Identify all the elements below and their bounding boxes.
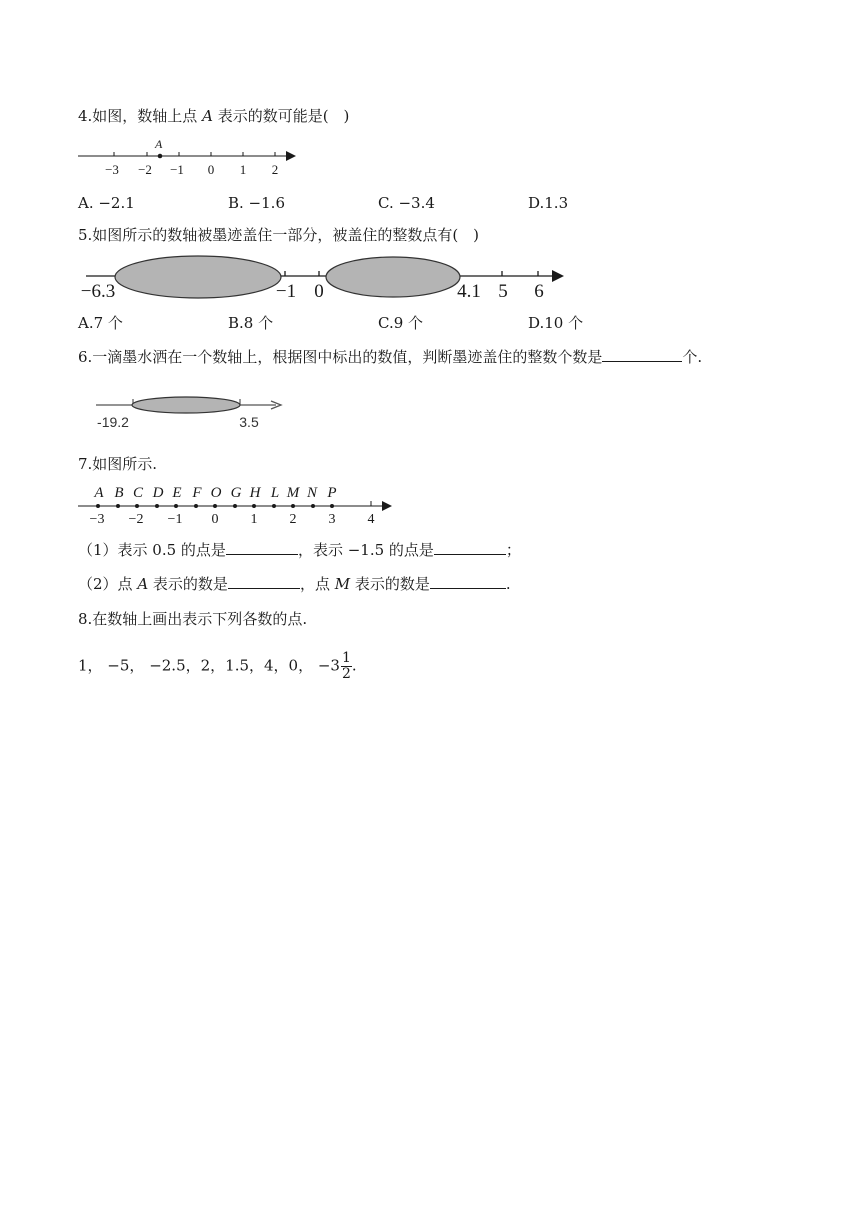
q4-option-b[interactable]: B. −1.6 <box>228 194 285 212</box>
q4-option-a[interactable]: A. −2.1 <box>78 194 135 212</box>
q7-point-label: L <box>270 485 280 501</box>
q6-axis-label: 3.5 <box>239 414 259 430</box>
q7-tick-label: −1 <box>167 512 183 527</box>
q7-point-c <box>135 504 139 508</box>
q5-option-b[interactable]: B.8 个 <box>228 314 274 332</box>
q7-part2-text-4: 表示的数是 <box>350 575 430 593</box>
q5-stem: 5.如图所示的数轴被墨迹盖住一部分，被盖住的整数点有( ) <box>78 226 480 244</box>
q6-number-line <box>96 397 281 430</box>
q4-tick-label: 0 <box>207 162 215 177</box>
q4-option-c[interactable]: C. −3.4 <box>378 194 435 212</box>
q4-stem-text: 4.如图，数轴上点 <box>78 107 203 125</box>
q8-stem: 8.在数轴上画出表示下列各数的点. <box>78 610 308 628</box>
q7-part2-point-m: M <box>334 575 351 593</box>
q4-point-label: A <box>155 137 163 151</box>
q7-point-label: F <box>192 485 202 501</box>
q7-stem: 7.如图所示. <box>78 455 158 473</box>
q5-axis-label: 4.1 <box>457 281 481 302</box>
q7-point-m <box>291 504 295 508</box>
q7-point-d <box>155 504 159 508</box>
q5-option-a[interactable]: A.7 个 <box>78 314 123 332</box>
q6-stem-end: 个. <box>682 348 703 366</box>
q5-axis-arrow <box>552 270 564 282</box>
q7-tick-label: 1 <box>250 512 258 527</box>
q7-blank-2[interactable] <box>434 540 506 555</box>
q7-point-b <box>116 504 120 508</box>
q7-part2-point-a: A <box>137 575 149 593</box>
q5-axis-label: 0 <box>314 281 324 302</box>
q6-ink-blot <box>132 397 240 413</box>
q8-numbers <box>78 651 357 682</box>
q7-part1-text: （1）表示 0.5 的点是 <box>78 541 226 559</box>
q7-point-label: M <box>286 485 300 501</box>
q4-point-a <box>158 154 163 159</box>
q5-axis-label: 5 <box>498 281 508 302</box>
q5-ink-blot-left <box>115 256 281 298</box>
q5-ink-blot-right <box>326 257 460 297</box>
q7-part2-end: . <box>505 575 511 593</box>
q7-blank-1[interactable] <box>226 540 298 555</box>
q5-option-d[interactable]: D.10 个 <box>528 314 584 332</box>
q7-part1-end: ； <box>505 541 521 559</box>
q8-end: . <box>351 656 357 675</box>
q7-point-p <box>330 504 334 508</box>
q7-point-g <box>233 504 237 508</box>
q6-stem <box>78 347 702 367</box>
q7-point-label: C <box>132 485 144 501</box>
q4-tick-label: 2 <box>271 162 279 177</box>
q7-tick-label: −3 <box>89 512 105 527</box>
q7-part1-text-2: ，表示 −1.5 的点是 <box>297 541 434 559</box>
q7-point-label: N <box>306 485 318 501</box>
q7-point-label: G <box>230 485 242 501</box>
q7-point-label: D <box>152 485 164 501</box>
q7-blank-3[interactable] <box>228 574 300 589</box>
q4-tick-label: −2 <box>138 162 152 177</box>
q7-point-e <box>174 504 178 508</box>
q6-stem-text: 6.一滴墨水洒在一个数轴上，根据图中标出的数值，判断墨迹盖住的整数个数是 <box>78 348 603 366</box>
q4-tick-label: −1 <box>170 162 184 177</box>
q4-axis-arrow <box>286 151 296 161</box>
q7-part1 <box>78 540 521 560</box>
q7-point-label: H <box>249 485 261 501</box>
q4-point-name: A <box>202 107 213 125</box>
q8-fraction-denominator: 2 <box>341 666 351 682</box>
q7-point-label: P <box>327 485 337 501</box>
q7-tick-label: 0 <box>211 512 219 527</box>
q7-part2 <box>78 574 511 594</box>
q4-option-d[interactable]: D.1.3 <box>528 194 569 212</box>
q4-tick-label: −3 <box>105 162 119 177</box>
q7-point-label: B <box>114 485 124 501</box>
q4-stem-text-end: 表示的数可能是( ) <box>212 107 350 125</box>
q5-number-line <box>81 256 564 302</box>
q5-axis-label: 6 <box>534 281 544 302</box>
q7-tick-label: 3 <box>328 512 336 527</box>
q5-axis-label: −6.3 <box>80 281 116 302</box>
q5-options <box>78 313 778 333</box>
q8-fraction <box>341 651 352 682</box>
q7-point-label: E <box>172 485 182 501</box>
q7-point-h <box>252 504 256 508</box>
q7-part2-text: （2）点 <box>78 575 138 593</box>
q7-tick-label: −2 <box>128 512 144 527</box>
q7-part2-text-3: ，点 <box>299 575 335 593</box>
q7-point-a <box>96 504 100 508</box>
q7-point-label: A <box>94 485 104 501</box>
q5-axis-label: −1 <box>275 281 297 302</box>
q7-tick-label: 2 <box>289 512 297 527</box>
q6-axis-label: -19.2 <box>97 414 129 430</box>
q7-point-l <box>272 504 276 508</box>
q7-part2-text-2: 表示的数是 <box>148 575 228 593</box>
q7-tick-label: 4 <box>367 512 375 527</box>
q7-point-label: O <box>210 485 222 501</box>
q4-options <box>78 193 778 213</box>
q8-fraction-numerator: 1 <box>341 650 351 666</box>
q7-point-n <box>311 504 315 508</box>
q8-number-list: 1， −5， −2.5，2，1.5，4，0， −3 <box>78 656 340 675</box>
q7-blank-4[interactable] <box>430 574 506 589</box>
q7-point-f <box>194 504 198 508</box>
q6-answer-blank[interactable] <box>602 347 682 362</box>
q7-axis-arrow <box>382 501 392 511</box>
q5-option-c[interactable]: C.9 个 <box>378 314 424 332</box>
q7-point-o <box>213 504 217 508</box>
q4-tick-label: 1 <box>239 162 247 177</box>
q7-number-line <box>78 485 392 527</box>
